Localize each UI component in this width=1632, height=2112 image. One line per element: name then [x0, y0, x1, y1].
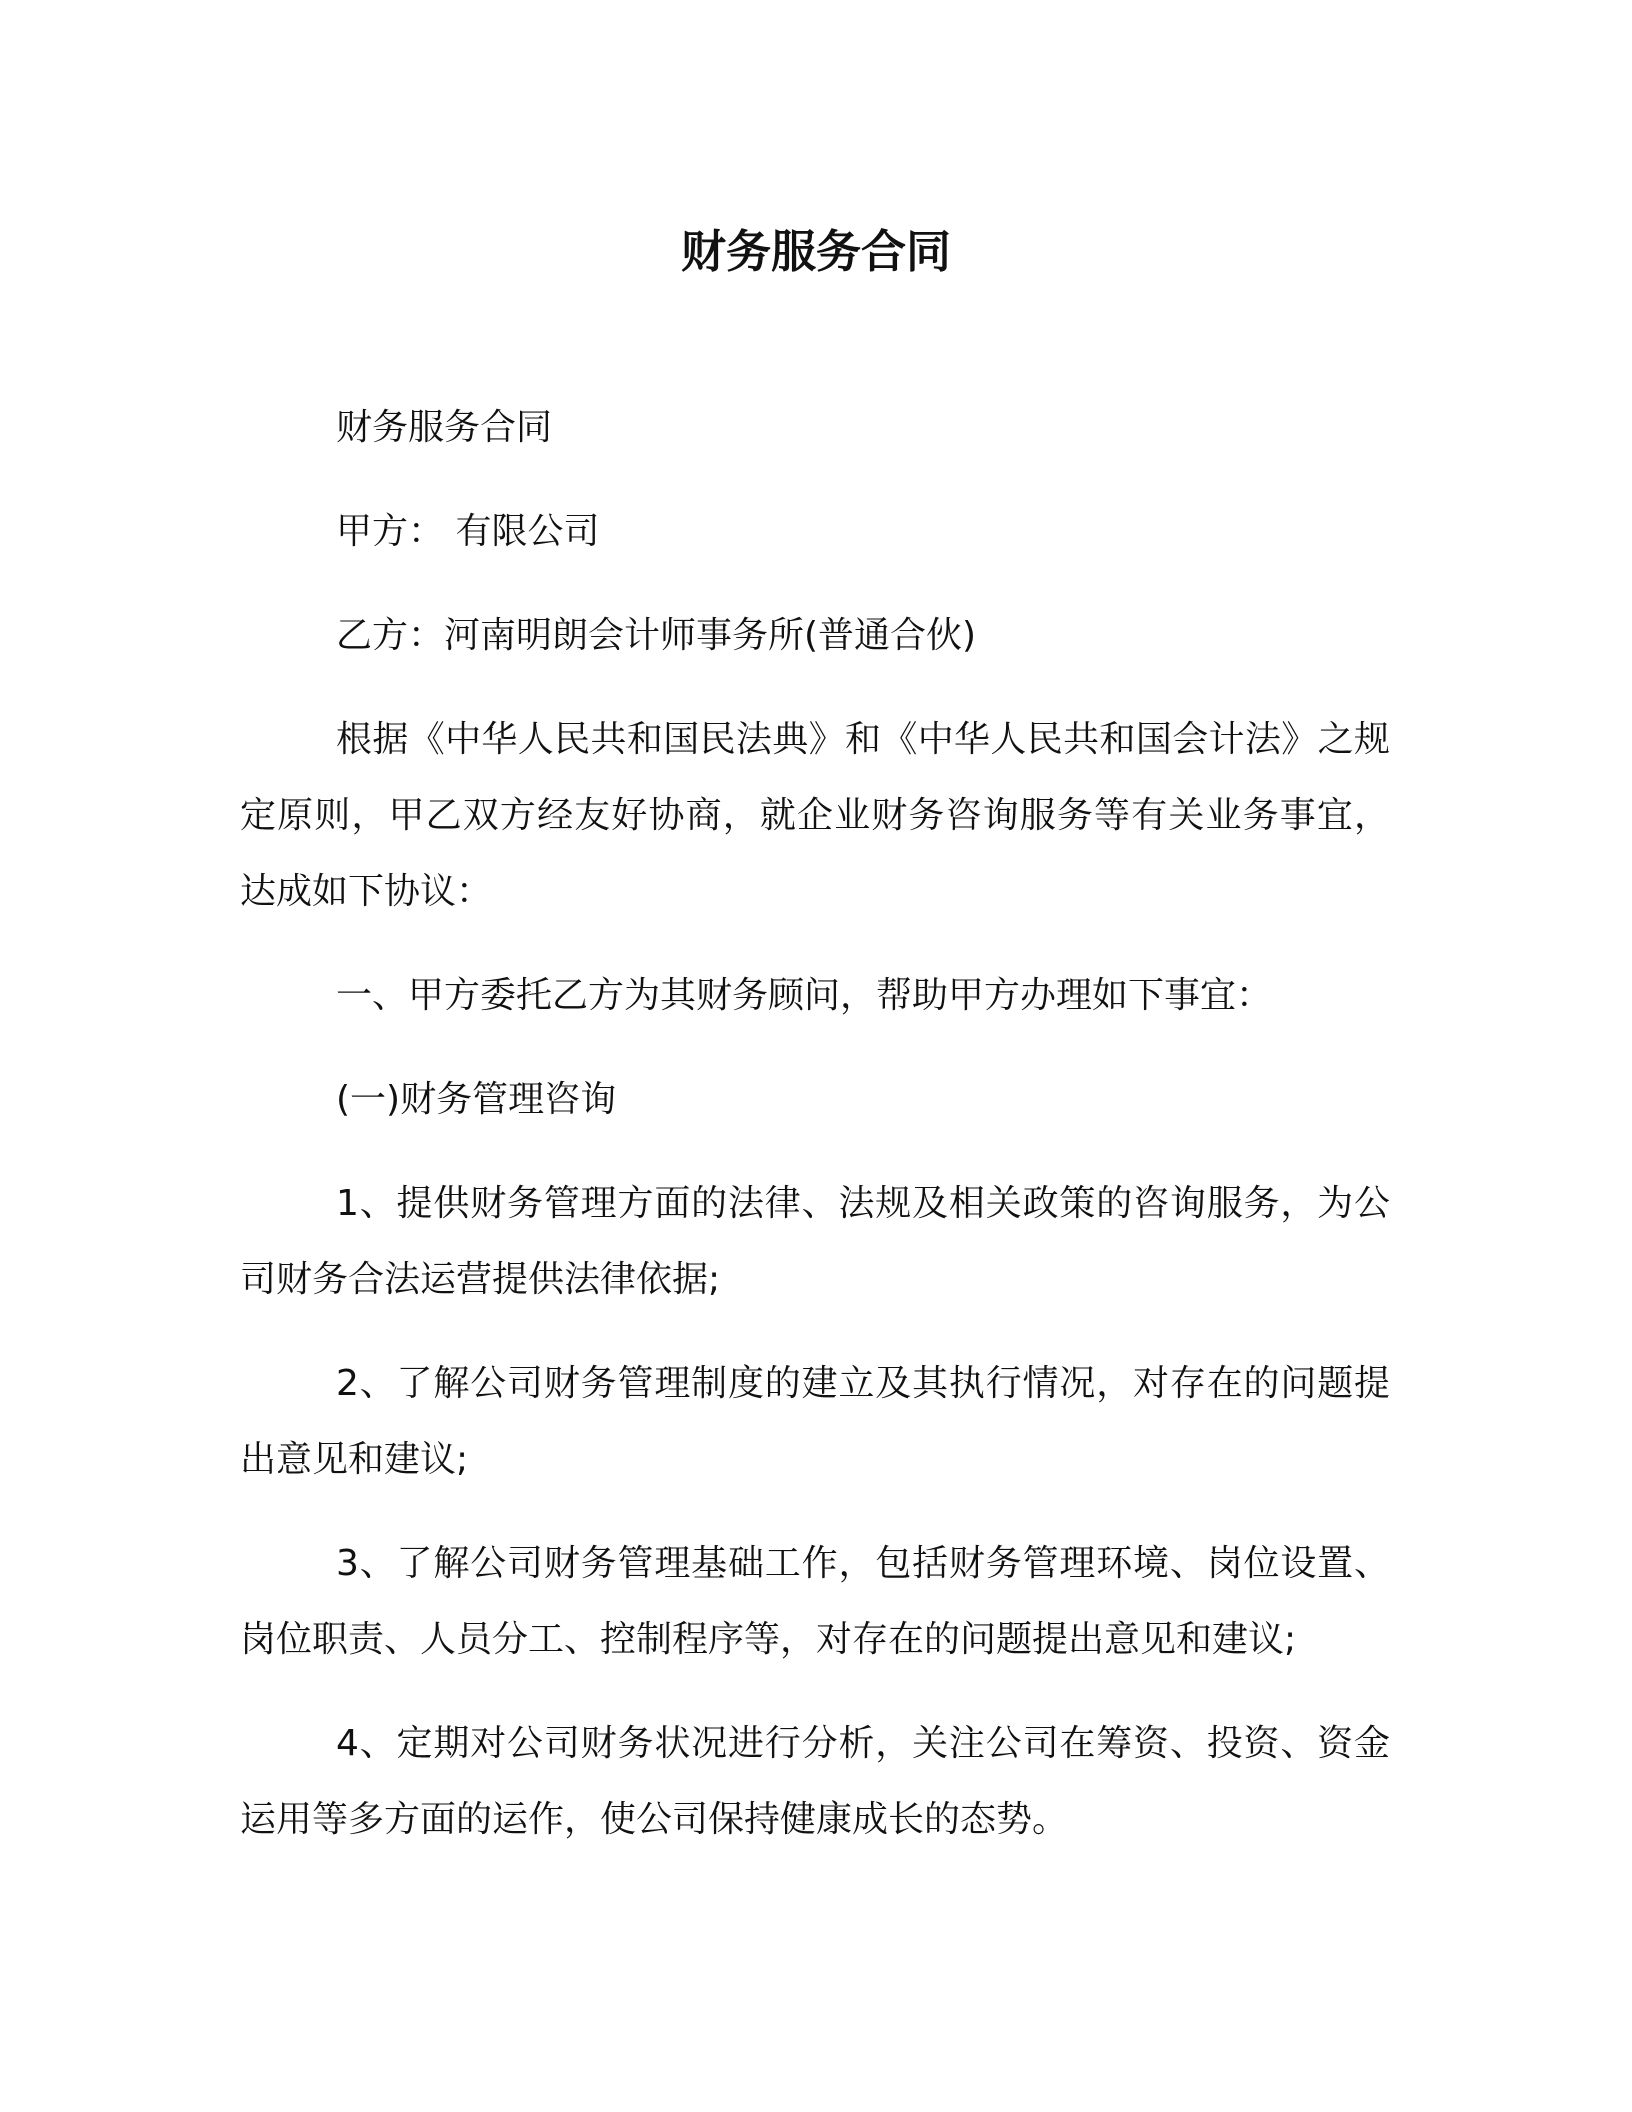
document-title: 财务服务合同	[680, 225, 951, 278]
paragraph-section-heading: (一)财务管理咨询	[336, 1079, 617, 1120]
paragraph-preamble: 根据《中华人民共和国民法典》和《中华人民共和国会计法》之规定原则，甲乙双方经友好协商，就企业财务咨询服务等有关业务事宜，达成如下协议：	[240, 719, 1390, 912]
paragraph-party-b: 乙方：河南明朗会计师事务所(普通合伙)	[336, 615, 977, 656]
paragraph-item-1: 1、提供财务管理方面的法律、法规及相关政策的咨询服务，为公司财务合法运营提供法律依据;	[240, 1183, 1390, 1300]
paragraph-item-3: 3、了解公司财务管理基础工作，包括财务管理环境、岗位设置、岗位职责、人员分工、控制程序等，对存在的问题提出意见和建议;	[240, 1543, 1390, 1660]
paragraph-item-4: 4、定期对公司财务状况进行分析，关注公司在筹资、投资、资金运用等多方面的运作，使公司保持健康成长的态势。	[240, 1723, 1390, 1840]
paragraph-party-a: 甲方： 有限公司	[336, 511, 600, 552]
paragraph-item-2: 2、了解公司财务管理制度的建立及其执行情况，对存在的问题提出意见和建议;	[240, 1363, 1390, 1480]
document-body	[240, 390, 1390, 1886]
paragraph-clause-1-heading: 一、甲方委托乙方为其财务顾问，帮助甲方办理如下事宜：	[336, 975, 1273, 1016]
paragraph-contract-name: 财务服务合同	[336, 407, 553, 448]
